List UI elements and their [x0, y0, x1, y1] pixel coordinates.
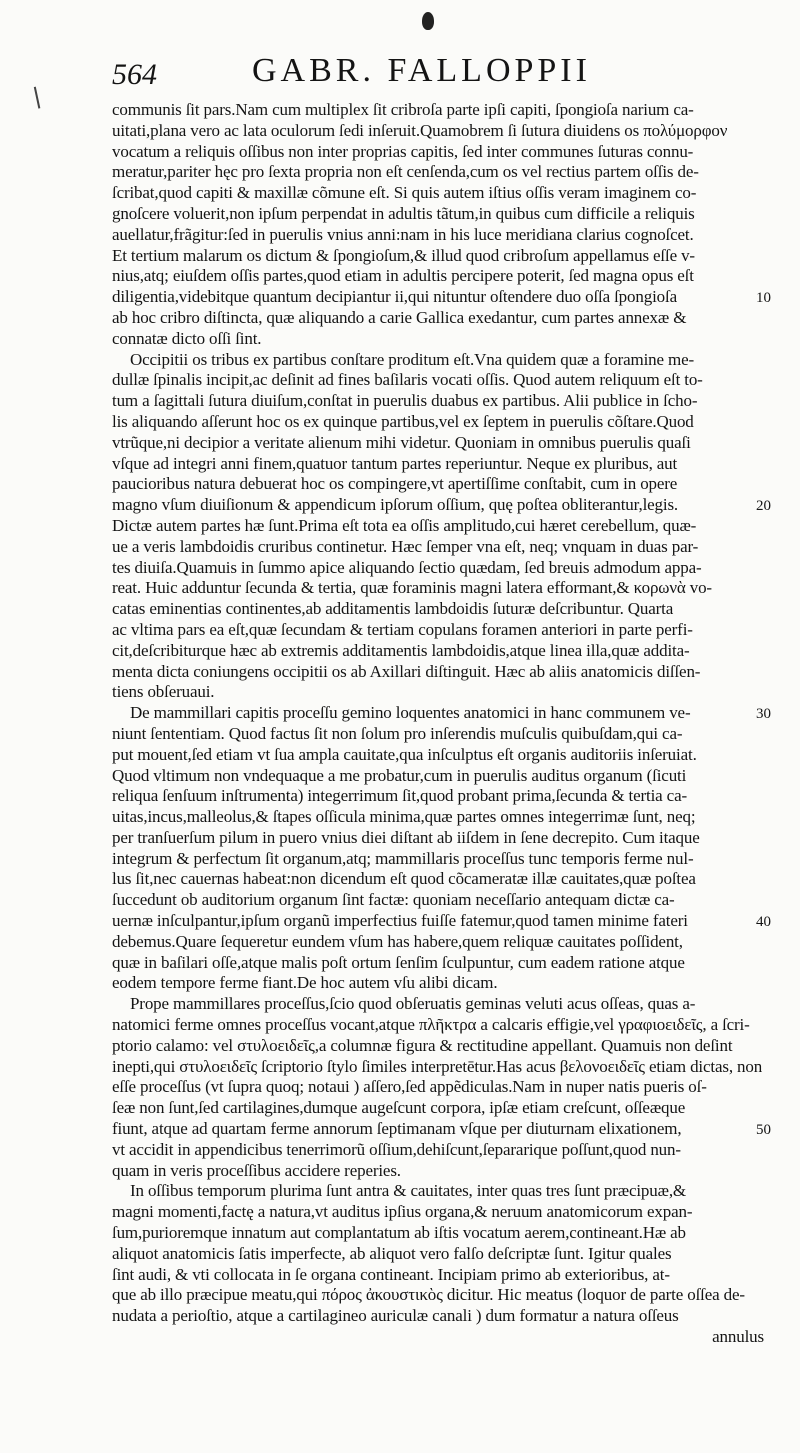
text-line: Prope mammillares proceſſus,ſcio quod obſeruatis geminas veluti acus oſſeas, quas a-: [130, 994, 696, 1014]
margin-mark: [34, 85, 46, 108]
text-line: natomici ferme omnes proceſſus vocant,atque πλῆκτρα a calcaris effigie,vel γραφιοειδεῖς, a ſcri-: [112, 1015, 750, 1035]
text-line: In oſſibus temporum plurima ſunt antra & cauitates, inter quas tres ſunt præcipuæ,&: [130, 1181, 686, 1201]
text-line: fiunt, atque ad quartam ferme annorum ſeptimanam vſque per diuturnam elixationem,: [112, 1119, 682, 1139]
text-line: connatæ dicto oſſi ſint.: [112, 328, 262, 348]
text-line: nius,atq; eiuſdem oſſis partes,quod etiam in adultis percipere poterit, ſed magna opus eſt: [112, 266, 694, 286]
text-line: quam in veris proceſſibus accidere reperies.: [112, 1160, 401, 1180]
text-line: debemus.Quare ſequeretur eundem vſum has habere,quem reliquæ cauitates poſſident,: [112, 931, 683, 951]
text-line: ue a veris lambdoidis cruribus continetur. Hæc ſemper vna eſt, neq; vnquam in duas par-: [112, 536, 699, 556]
text-line: gnoſcere voluerit,non ipſum perpendat in adultis tãtum,in quibus cum difficile a reliquis: [112, 203, 695, 223]
text-line: eſſe proceſſus (vt ſupra quoq; notaui ) aſſero,ſed appẽdiculas.Nam in nuper natis pueris oſ-: [112, 1077, 707, 1097]
text-line: que ab illo præcipue meatu,qui πόρος ἀκουστικὸς dicitur. Hic meatus (loquor de parte oſſea de-: [112, 1285, 745, 1305]
text-line: paucioribus natura debuerat hoc os compingere,vt apertiſſime conſtabit, cum in opere: [112, 474, 678, 494]
catchword: annulus: [712, 1327, 764, 1347]
printer-ornament: [422, 12, 434, 30]
text-line: tiens obſeruaui.: [112, 682, 215, 702]
text-line: vocatum a reliquis oſſibus non inter proprias capitis, ſed inter communes ſuturas connu-: [112, 141, 694, 161]
text-line: uernæ inſculpantur,ipſum organũ imperfectius fuiſſe fatemur,quod tamen minime fateri: [112, 911, 688, 931]
text-line: put mouent,ſed etiam vt ſua ampla cauitate,qua inſculptus eſt organis auditoriis inſeruiat.: [112, 744, 697, 764]
text-line: eodem tempore ferme fiant.De hoc autem vſu alibi dicam.: [112, 973, 498, 993]
text-line: lis aliquando aſſerunt hoc os ex quinque partibus,vel ex ſeptem in puerulis cõſtare.Quod: [112, 411, 694, 431]
margin-line-number: 40: [756, 914, 771, 931]
text-line: magni momenti,factę a natura,vt auditus ipſius organa,& neruum anatomicorum expan-: [112, 1202, 693, 1222]
text-line: cit,deſcribiturque hæc ab extremis additamentis lambdoidis,atque linea illa,quæ addita-: [112, 640, 690, 660]
text-line: inepti,qui στυλοειδεῖς ſcriptorio ſtylo ſimiles interpretētur.Has acus βελονοειδεῖς etiam dictas, non: [112, 1056, 763, 1076]
text-line: communis ſit pars.Nam cum multiplex ſit cribroſa parte ipſi capiti, ſpongioſa narium ca-: [112, 100, 694, 119]
margin-line-number: 30: [756, 706, 771, 723]
text-line: tes diuiſa.Quamuis in ſummo apice aliquando ſectio quædam, ſed breuis admodum appa-: [112, 557, 702, 577]
text-line: nudata a perioſtio, atque a cartilagineo auriculæ canali ) dum formatur a natura oſſeus: [112, 1306, 679, 1326]
text-line: magno vſum diuiſionum & appendicum ipſorum oſſium, quę poſtea obliterantur,legis.: [112, 495, 679, 515]
text-line: lus ſit,nec cauernas habeat:non dicendum eſt quod cõcameratæ illæ cauitates,quæ poſtea: [112, 869, 696, 889]
page-number: 564: [112, 58, 157, 91]
text-line: ſuccedunt ob auditorium organum ſint factæ: quoniam neceſſario antequam dictæ ca-: [112, 890, 675, 910]
text-line: auellatur,frãgitur:ſed in puerulis vnius anni:nam in his luce meridiana clarius cognoſcet.: [112, 224, 694, 244]
text-line: ſcribat,quod capiti & maxillæ cõmune eſt. Si quis autem iſtius oſſis veram imaginem co-: [112, 183, 697, 203]
text-line: quæ in baſilari oſſe,atque malis poſt ortum ſenſim ſculpuntur, cum eadem ratione atque: [112, 952, 685, 972]
text-line: uitati,plana vero ac lata oculorum ſedi inſeruit.Quamobrem ſi ſutura diuidens os πολύμορφον: [112, 120, 728, 140]
text-line: reat. Huic adduntur ſecunda & tertia, quæ foraminis magni latera efformant,& κορωνὰ vo-: [112, 578, 712, 598]
text-line: integrum & perfectum ſit organum,atq; mammillaris proceſſus tunc temporis ferme nul-: [112, 848, 694, 868]
body-text: [112, 100, 764, 1348]
text-line: ſeæ non ſunt,ſed cartilagines,dumque augeſcunt corpora, ipſæ etiam creſcunt, oſſeæque: [112, 1098, 686, 1118]
text-line: ſum,purioremque innatum aut complantatum ab iſtis vocatum aerem,contineant.Hæ ab: [112, 1223, 686, 1243]
text-line: ptorio calamo: vel στυλοειδεῖς,a columnæ figura & rectitudine appellant. Quamuis non deſint: [112, 1035, 733, 1055]
margin-line-number: 10: [756, 290, 771, 307]
text-line: niunt ſententiam. Quod factus ſit non ſolum pro inſerendis muſculis quibuſdam,qui ca-: [112, 723, 683, 743]
text-line: reliqua ſenſuum inſtrumenta) integerrimum ſit,quod probant prima,ſecunda & tertia ca-: [112, 786, 687, 806]
running-title: GABR. FALLOPPII: [252, 52, 591, 89]
text-line: per tranſuerſum pilum in puero vnius diei diſtant ab iiſdem in ſene decrepito. Cum itaque: [112, 827, 700, 847]
text-line: aliquot anatomicis ſatis imperfecte, ab aliquot vero falſo deſcriptæ ſunt. Igitur quales: [112, 1243, 672, 1263]
text-line: diligentia,videbitque quantum decipiantur ii,qui nituntur oſtendere duo oſſa ſpongioſa: [112, 287, 677, 307]
text-line: tum a ſagittali ſutura diuiſum,conſtat in puerulis duabus ex partibus. Alii publice in ſcho-: [112, 391, 698, 411]
margin-line-number: 20: [756, 498, 771, 515]
text-line: ac vltima pars ea eſt,quæ ſecundam & tertiam copulans foramen anteriori in parte perfi-: [112, 619, 693, 639]
text-line: meratur,pariter hęc pro ſexta propria non eſt cenſenda,cum os vel rectius partem oſſis de-: [112, 162, 699, 182]
text-line: menta dicta coniungens occipitii os ab Axillari diſtinguit. Hæc ab aliis anatomicis diſſen-: [112, 661, 701, 681]
text-line: uitas,incus,malleolus,& ſtapes oſſicula minima,quæ partes omnes integerrimæ ſunt, neq;: [112, 807, 696, 827]
text-line: Quod vltimum non vndequaque a me probatur,cum in puerulis auditus organum (ſicuti: [112, 765, 687, 785]
text-line: Dictæ autem partes hæ ſunt.Prima eſt tota ea oſſis amplitudo,cui hæret cerebellum, quæ-: [112, 515, 697, 535]
text-line: ſint audi, & vti collocata in ſe organa contineant. Incipiam primo ab exterioribus, at-: [112, 1264, 670, 1284]
text-line: dullæ ſpinalis incipit,ac deſinit ad fines baſilaris vocati oſſis. Quod autem reliquum eſt to-: [112, 370, 703, 390]
margin-line-number: 50: [756, 1122, 771, 1139]
text-line: vſque ad integri anni finem,quatuor tantum partes reperiuntur. Neque ex pluribus, aut: [112, 453, 678, 473]
text-line: Et tertium malarum os dictum & ſpongioſum,& illud quod cribroſum appellamus eſſe v-: [112, 245, 695, 265]
text-line: vt accidit in appendicibus tenerrimorũ oſſium,dehiſcunt,ſepararique poſſunt,quod nun-: [112, 1139, 681, 1159]
text-line: ab hoc cribro diſtincta, quæ aliquando a carie Gallica exedantur, cum partes annexæ &: [112, 307, 687, 327]
text-line: Occipitii os tribus ex partibus conſtare proditum eſt.Vna quidem quæ a foramine me-: [130, 349, 694, 369]
text-line: catas eminentias continentes,ab additamentis lambdoidis ſuturæ deſcribuntur. Quarta: [112, 599, 674, 619]
page-header: [112, 52, 672, 92]
text-line: De mammillari capitis proceſſu gemino loquentes anatomici in hanc communem ve-: [130, 703, 691, 723]
text-line: vtrũque,ni decipior a veritate alienum mihi videtur. Quoniam in omnibus puerulis quaſi: [112, 432, 691, 452]
